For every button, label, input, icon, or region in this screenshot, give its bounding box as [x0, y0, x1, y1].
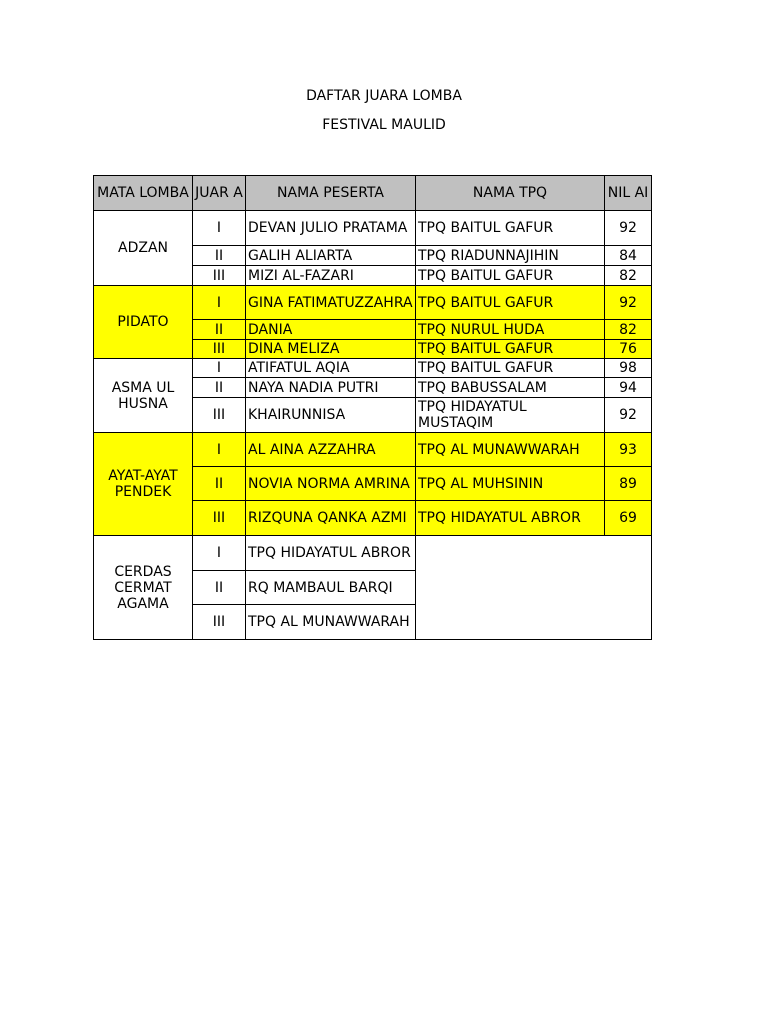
nilai-cell: 82: [605, 266, 652, 286]
table-row: [94, 359, 652, 378]
mata-lomba-cell: ADZAN: [94, 211, 193, 286]
juara-cell: III: [193, 398, 246, 433]
nilai-cell: 92: [605, 398, 652, 433]
header-juara: JUAR A: [193, 176, 246, 211]
peserta-cell: RQ MAMBAUL BARQI: [246, 571, 416, 605]
peserta-cell: RIZQUNA QANKA AZMI: [246, 501, 416, 536]
juara-cell: II: [193, 467, 246, 501]
peserta-cell: AL AINA AZZAHRA: [246, 433, 416, 467]
nilai-cell: 69: [605, 501, 652, 536]
juara-cell: II: [193, 378, 246, 398]
table-row: [94, 211, 652, 246]
nilai-cell: 94: [605, 378, 652, 398]
mata-lomba-cell: ASMA UL HUSNA: [94, 359, 193, 433]
table-row: [94, 286, 652, 320]
document-title: DAFTAR JUARA LOMBA: [306, 88, 462, 104]
nilai-cell: 82: [605, 320, 652, 340]
tpq-cell: TPQ BAITUL GAFUR: [416, 211, 605, 246]
tpq-cell: TPQ BAITUL GAFUR: [416, 286, 605, 320]
header-nama-peserta: NAMA PESERTA: [246, 176, 416, 211]
tpq-cell: TPQ BABUSSALAM: [416, 378, 605, 398]
juara-cell: III: [193, 340, 246, 359]
juara-cell: I: [193, 433, 246, 467]
peserta-cell: DANIA: [246, 320, 416, 340]
tpq-cell: TPQ BAITUL GAFUR: [416, 340, 605, 359]
juara-cell: III: [193, 605, 246, 640]
tpq-cell: TPQ BAITUL GAFUR: [416, 266, 605, 286]
header-mata-lomba: MATA LOMBA: [94, 176, 193, 211]
peserta-cell: ATIFATUL AQIA: [246, 359, 416, 378]
table-bottom-rule: [415, 639, 652, 640]
juara-cell: I: [193, 536, 246, 571]
peserta-cell: TPQ HIDAYATUL ABROR: [246, 536, 416, 571]
nilai-cell: 98: [605, 359, 652, 378]
juara-cell: I: [193, 211, 246, 246]
tpq-cell: TPQ NURUL HUDA: [416, 320, 605, 340]
nilai-cell: 89: [605, 467, 652, 501]
tpq-cell: TPQ RIADUNNAJIHIN: [416, 246, 605, 266]
juara-cell: II: [193, 246, 246, 266]
nilai-cell: 76: [605, 340, 652, 359]
peserta-cell: DEVAN JULIO PRATAMA: [246, 211, 416, 246]
tpq-cell: TPQ HIDAYATUL MUSTAQIM: [416, 398, 605, 433]
table-row: [94, 536, 652, 571]
peserta-cell: GALIH ALIARTA: [246, 246, 416, 266]
table-header-row: [94, 176, 652, 211]
peserta-cell: GINA FATIMATUZZAHRA: [246, 286, 416, 320]
juara-cell: III: [193, 501, 246, 536]
juara-cell: I: [193, 359, 246, 378]
mata-lomba-cell: CERDAS CERMAT AGAMA: [94, 536, 193, 640]
mata-lomba-cell: PIDATO: [94, 286, 193, 359]
empty-cell: [416, 536, 652, 640]
peserta-cell: KHAIRUNNISA: [246, 398, 416, 433]
nilai-cell: 92: [605, 286, 652, 320]
nilai-cell: 84: [605, 246, 652, 266]
table-row: [94, 433, 652, 467]
juara-cell: III: [193, 266, 246, 286]
tpq-cell: TPQ AL MUHSININ: [416, 467, 605, 501]
peserta-cell: NOVIA NORMA AMRINA: [246, 467, 416, 501]
tpq-cell: TPQ HIDAYATUL ABROR: [416, 501, 605, 536]
juara-cell: II: [193, 571, 246, 605]
peserta-cell: TPQ AL MUNAWWARAH: [246, 605, 416, 640]
peserta-cell: MIZI AL-FAZARI: [246, 266, 416, 286]
tpq-cell: TPQ BAITUL GAFUR: [416, 359, 605, 378]
nilai-cell: 92: [605, 211, 652, 246]
peserta-cell: NAYA NADIA PUTRI: [246, 378, 416, 398]
header-nama-tpq: NAMA TPQ: [416, 176, 605, 211]
juara-cell: I: [193, 286, 246, 320]
document-subtitle: FESTIVAL MAULID: [322, 117, 446, 133]
juara-cell: II: [193, 320, 246, 340]
mata-lomba-cell: AYAT-AYAT PENDEK: [94, 433, 193, 536]
header-nilai: NIL AI: [605, 176, 652, 211]
peserta-cell: DINA MELIZA: [246, 340, 416, 359]
nilai-cell: 93: [605, 433, 652, 467]
winners-table: [93, 175, 652, 640]
tpq-cell: TPQ AL MUNAWWARAH: [416, 433, 605, 467]
